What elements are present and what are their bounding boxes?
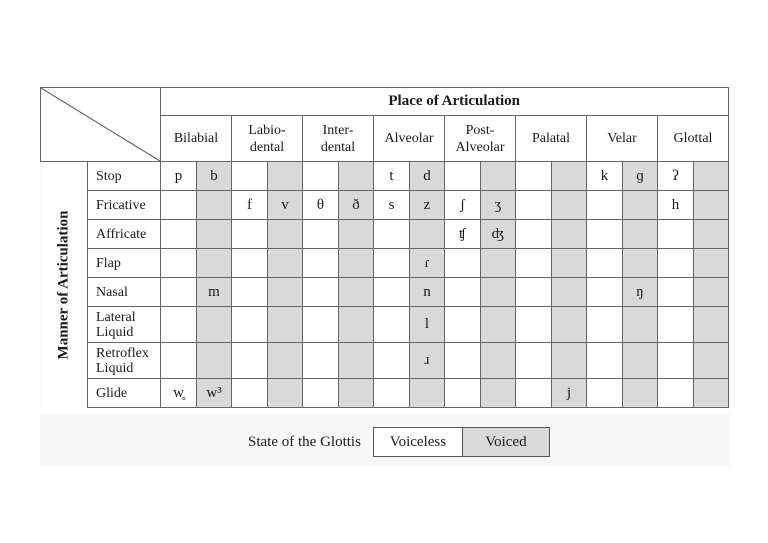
voiced-cell [197, 307, 232, 343]
place-header-line1: Velar [607, 131, 637, 146]
voiced-cell: ɾ [410, 249, 445, 278]
voiceless-cell [161, 278, 197, 307]
table-row [41, 307, 729, 343]
table-corner [41, 88, 161, 162]
voiceless-cell: w̥ [161, 379, 197, 408]
manner-row-label-line1: Glide [96, 385, 128, 401]
manner-row-label [88, 191, 161, 220]
voiced-cell [552, 343, 587, 379]
voiced-cell: j [552, 379, 587, 408]
voiceless-cell [516, 162, 552, 191]
voiced-cell [694, 379, 729, 408]
voiced-cell: ŋ [623, 278, 658, 307]
voiced-cell [268, 379, 303, 408]
manner-row-label-line1: Affricate [96, 226, 147, 242]
voiceless-cell [587, 191, 623, 220]
voiceless-cell [374, 249, 410, 278]
voiced-cell [197, 343, 232, 379]
voiced-cell [197, 249, 232, 278]
voiced-cell [694, 278, 729, 307]
voiced-cell [552, 278, 587, 307]
voiced-cell: l [410, 307, 445, 343]
voiceless-cell [232, 162, 268, 191]
place-header [161, 116, 232, 162]
voiced-cell [339, 343, 374, 379]
voiceless-cell [303, 220, 339, 249]
corner-diagonal [41, 88, 160, 161]
voiceless-cell [232, 278, 268, 307]
voiceless-cell [161, 343, 197, 379]
voiced-cell [552, 220, 587, 249]
voiceless-cell [161, 249, 197, 278]
place-header-line2: Alveolar [455, 139, 505, 155]
voiceless-cell: ʃ [445, 191, 481, 220]
voiceless-cell [445, 278, 481, 307]
voiceless-cell: ʧ [445, 220, 481, 249]
table-row [41, 249, 729, 278]
voiced-cell: w³ [197, 379, 232, 408]
manner-title: Manner of Articulation [55, 210, 72, 360]
manner-row-label-line1: Fricative [96, 197, 146, 213]
voiceless-cell [516, 220, 552, 249]
voiced-cell [694, 162, 729, 191]
voiced-cell [623, 220, 658, 249]
place-of-articulation-title: Place of Articulation [161, 88, 729, 116]
voiceless-cell [232, 343, 268, 379]
place-header-line1: Alveolar [384, 131, 434, 146]
voiceless-cell [516, 191, 552, 220]
voiceless-cell [587, 307, 623, 343]
voiced-cell [339, 278, 374, 307]
voiced-cell [694, 343, 729, 379]
voiceless-cell [161, 220, 197, 249]
voiced-cell [339, 307, 374, 343]
voiceless-cell: s [374, 191, 410, 220]
voiced-cell: ɡ [623, 162, 658, 191]
legend-label: State of the Glottis [248, 433, 361, 450]
table-row [41, 191, 729, 220]
consonant-table [40, 87, 729, 408]
voiced-cell [268, 278, 303, 307]
table-row [41, 220, 729, 249]
voiceless-cell: k [587, 162, 623, 191]
voiced-cell [339, 249, 374, 278]
manner-row-label [88, 343, 161, 379]
voiced-cell: m [197, 278, 232, 307]
manner-row-label-line1: Flap [96, 255, 121, 271]
manner-row-label-line1: Stop [96, 168, 122, 184]
voiced-cell [694, 191, 729, 220]
voiceless-cell [587, 343, 623, 379]
legend-voiceless: Voiceless [373, 427, 463, 457]
manner-row-label [88, 307, 161, 343]
voiceless-cell [658, 278, 694, 307]
voiceless-cell [445, 343, 481, 379]
voiceless-cell [658, 307, 694, 343]
voiceless-cell: t [374, 162, 410, 191]
voiceless-cell [232, 220, 268, 249]
voiceless-cell: h [658, 191, 694, 220]
voiced-cell [268, 343, 303, 379]
place-header-line2: dental [249, 139, 285, 155]
manner-row-label [88, 379, 161, 408]
voiced-cell [339, 220, 374, 249]
voiceless-cell: f [232, 191, 268, 220]
voiceless-cell [374, 379, 410, 408]
voiced-cell [623, 343, 658, 379]
place-header [516, 116, 587, 162]
voiced-cell [197, 220, 232, 249]
voiced-cell [552, 249, 587, 278]
voiced-cell [694, 249, 729, 278]
glottis-legend [248, 427, 550, 457]
voiceless-cell [303, 379, 339, 408]
place-header [658, 116, 729, 162]
manner-row-label-line2: Liquid [96, 360, 134, 376]
place-header [374, 116, 445, 162]
voiceless-cell [374, 278, 410, 307]
manner-row-label [88, 162, 161, 191]
legend-voiced: Voiced [463, 427, 550, 457]
voiced-cell [268, 249, 303, 278]
manner-row-label-line1: Lateral [96, 309, 136, 325]
table-row [41, 379, 729, 408]
voiceless-cell [303, 307, 339, 343]
voiced-cell: ɹ [410, 343, 445, 379]
voiceless-cell [516, 307, 552, 343]
voiceless-cell [445, 307, 481, 343]
voiceless-cell [303, 278, 339, 307]
voiceless-cell [516, 249, 552, 278]
manner-row-label [88, 249, 161, 278]
voiceless-cell [445, 162, 481, 191]
voiced-cell [197, 191, 232, 220]
manner-row-label [88, 220, 161, 249]
voiced-cell [481, 162, 516, 191]
voiced-cell: b [197, 162, 232, 191]
voiced-cell [339, 379, 374, 408]
voiced-cell: ð [339, 191, 374, 220]
table-row [41, 278, 729, 307]
manner-of-articulation-label [41, 162, 88, 408]
voiced-cell [481, 379, 516, 408]
voiceless-cell [303, 162, 339, 191]
voiceless-cell [658, 343, 694, 379]
voiced-cell [623, 249, 658, 278]
voiceless-cell [516, 379, 552, 408]
place-header-line1: Glottal [673, 131, 713, 146]
voiced-cell [552, 191, 587, 220]
voiced-cell [268, 307, 303, 343]
voiced-cell [410, 220, 445, 249]
voiced-cell [268, 220, 303, 249]
voiceless-cell [587, 249, 623, 278]
voiceless-cell [303, 343, 339, 379]
voiced-cell [481, 278, 516, 307]
voiceless-cell [445, 379, 481, 408]
voiced-cell: v [268, 191, 303, 220]
place-header-line2: dental [320, 139, 356, 155]
place-header-line1: Labio- [248, 122, 286, 138]
voiceless-cell [303, 249, 339, 278]
place-header [587, 116, 658, 162]
voiceless-cell: ʔ [658, 162, 694, 191]
manner-row-label [88, 278, 161, 307]
voiced-cell: d [410, 162, 445, 191]
voiceless-cell [516, 278, 552, 307]
voiceless-cell [232, 249, 268, 278]
voiced-cell: z [410, 191, 445, 220]
manner-row-label-line2: Liquid [96, 324, 134, 340]
voiced-cell [268, 162, 303, 191]
place-header [232, 116, 303, 162]
voiceless-cell [587, 379, 623, 408]
voiced-cell [481, 307, 516, 343]
voiceless-cell [232, 379, 268, 408]
voiced-cell [552, 307, 587, 343]
place-header [445, 116, 516, 162]
voiceless-cell [587, 220, 623, 249]
voiceless-cell [232, 307, 268, 343]
voiced-cell [410, 379, 445, 408]
voiced-cell: ʤ [481, 220, 516, 249]
voiced-cell [694, 220, 729, 249]
voiced-cell [694, 307, 729, 343]
voiceless-cell [161, 307, 197, 343]
voiceless-cell [161, 191, 197, 220]
manner-row-label-line1: Retroflex [96, 345, 149, 361]
voiceless-cell: p [161, 162, 197, 191]
place-header-line1: Palatal [531, 131, 571, 146]
voiceless-cell [374, 343, 410, 379]
voiced-cell [623, 379, 658, 408]
place-header-line1: Bilabial [173, 131, 219, 146]
voiced-cell: ʒ [481, 191, 516, 220]
place-header-line1: Inter- [322, 122, 354, 138]
voiceless-cell: θ [303, 191, 339, 220]
table-row [41, 162, 729, 191]
voiceless-cell [658, 379, 694, 408]
voiceless-cell [658, 249, 694, 278]
voiceless-cell [374, 220, 410, 249]
voiceless-cell [516, 343, 552, 379]
table-row [41, 343, 729, 379]
voiced-cell [481, 343, 516, 379]
voiced-cell: n [410, 278, 445, 307]
voiceless-cell [587, 278, 623, 307]
voiced-cell [339, 162, 374, 191]
voiceless-cell [445, 249, 481, 278]
manner-row-label-line1: Nasal [96, 284, 128, 300]
voiced-cell [623, 307, 658, 343]
voiceless-cell [374, 307, 410, 343]
voiced-cell [481, 249, 516, 278]
voiced-cell [552, 162, 587, 191]
place-header [303, 116, 374, 162]
voiced-cell [623, 191, 658, 220]
voiceless-cell [658, 220, 694, 249]
place-header-line1: Post- [465, 122, 495, 138]
